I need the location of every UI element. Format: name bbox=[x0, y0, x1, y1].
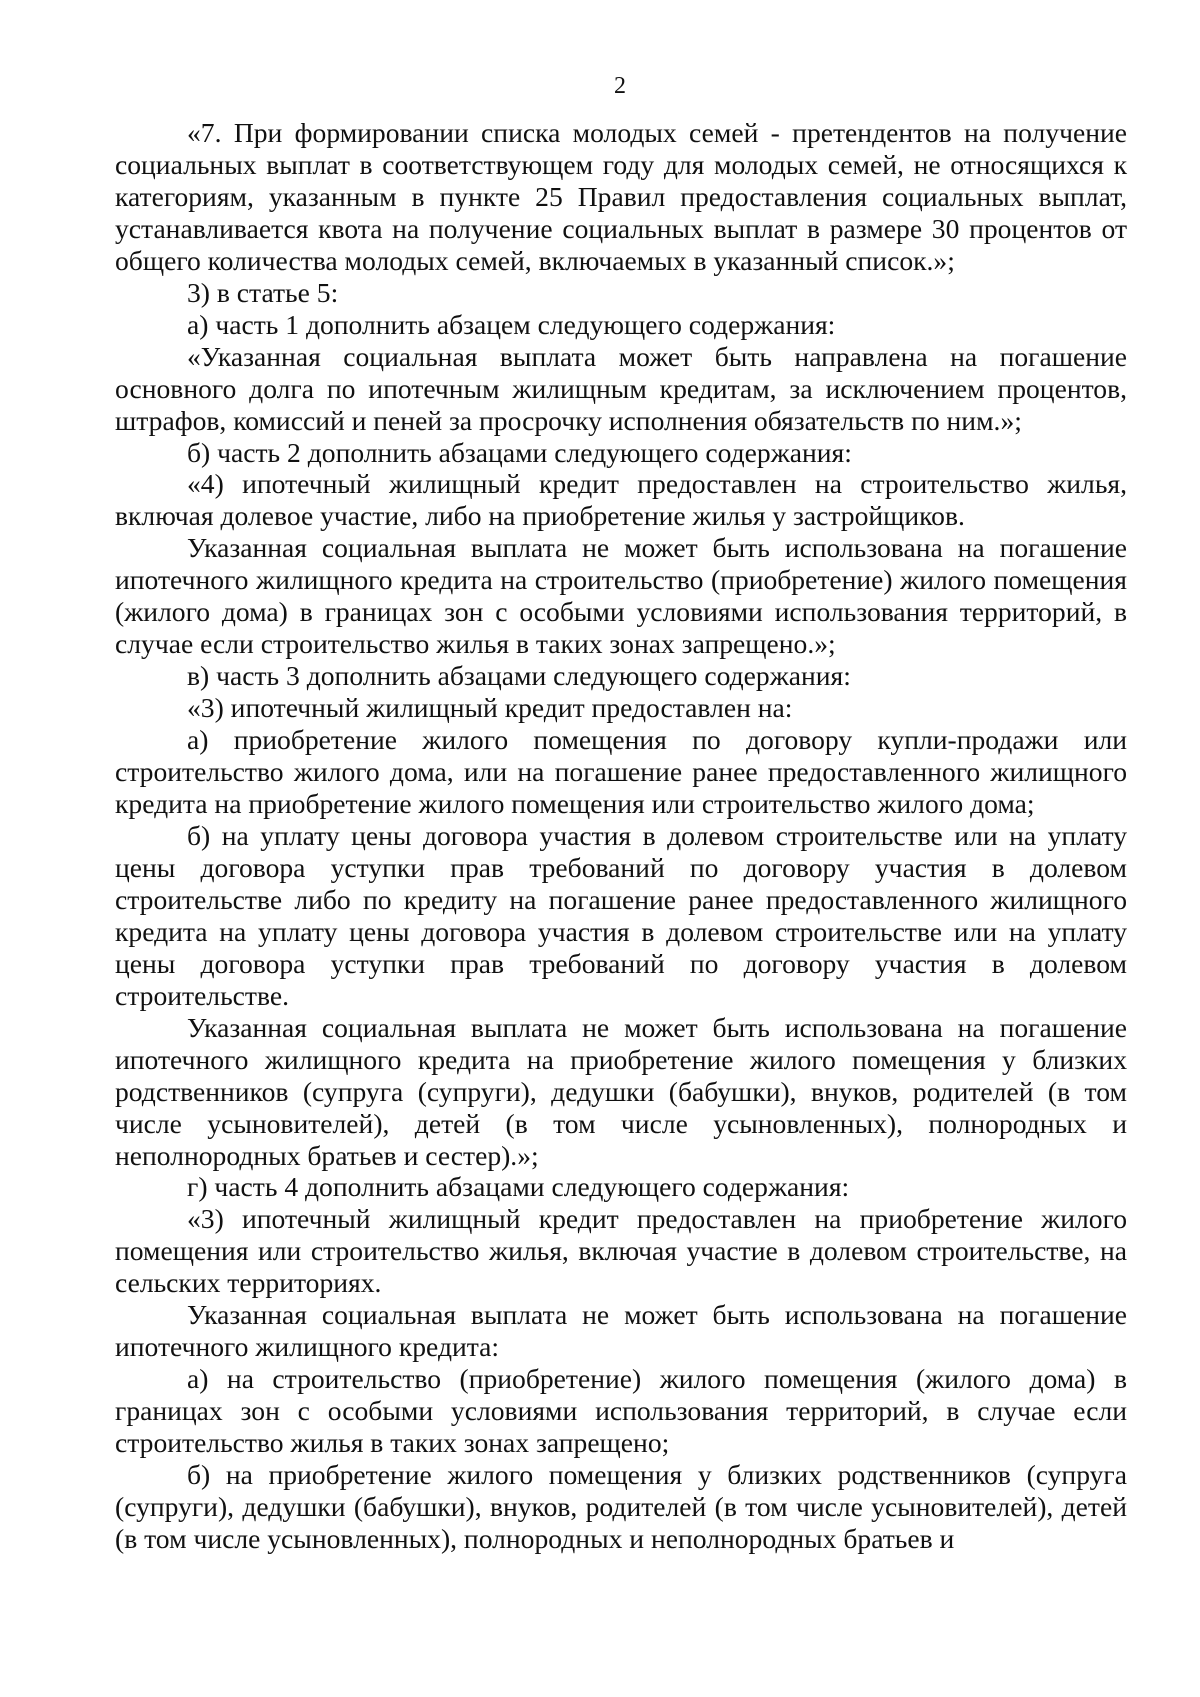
paragraph-quota-clause: «7. При формировании списка молодых семей - претендентов на получение социальных выплат в соответствующем году для молодых семей, не относящихся к категориям, указанным в пункте 25 Правил предоставления социальных выплат, устанавливается квота на получение социальных выплат в размере 30 процентов от общего количества молодых семей, включаемых в указанный список.»; bbox=[115, 117, 1127, 276]
paragraph-part-3-item-3: «3) ипотечный жилищный кредит предоставлен на: bbox=[187, 692, 793, 724]
paragraph-part-3-subitem-a: а) приобретение жилого помещения по договору купли-продажи или строительство жилого дома, или на погашение ранее предоставленного жилищного кредита на приобретение жилого помещения или строительство жилого дома; bbox=[115, 724, 1127, 820]
document-body bbox=[115, 117, 1127, 1555]
paragraph-part-1-text: «Указанная социальная выплата может быть направлена на погашение основного долга по ипотечным жилищным кредитам, за исключением процентов, штрафов, комиссий и пеней за просрочку исполнения обязательств по ним.»; bbox=[115, 340, 1127, 436]
paragraph-part-2-item-4: «4) ипотечный жилищный кредит предоставлен на строительство жилья, включая долевое участие, либо на приобретение жилья у застройщиков. bbox=[115, 468, 1127, 532]
paragraph-article-5: 3) в статье 5: bbox=[187, 276, 339, 308]
paragraph-part-3-subitem-b: б) на уплату цены договора участия в долевом строительстве или на уплату цены договора уступки прав требований по договору участия в долевом строительстве либо по кредиту на погашение ранее предоставленного жилищного кредита на уплату цены договора участия в долевом строительстве или на уплату цены договора уступки прав требований по договору участия в долевом строительстве. bbox=[115, 819, 1127, 1011]
paragraph-part-3-restriction: Указанная социальная выплата не может быть использована на погашение ипотечного жилищного кредита на приобретение жилого помещения у близких родственников (супруга (супруги), дедушки (бабушки), внуков, родителей (в том числе усыновителей), детей (в том числе усыновленных), полнородных и неполнородных братьев и сестер).»; bbox=[115, 1011, 1127, 1171]
paragraph-part-4-restriction: Указанная социальная выплата не может быть использована на погашение ипотечного жилищного кредита: bbox=[115, 1299, 1127, 1363]
paragraph-part-4-item-3: «3) ипотечный жилищный кредит предоставлен на приобретение жилого помещения или строительство жилья, включая участие в долевом строительстве, на сельских территориях. bbox=[115, 1203, 1127, 1299]
paragraph-part-2-restriction: Указанная социальная выплата не может быть использована на погашение ипотечного жилищного кредита на строительство (приобретение) жилого помещения (жилого дома) в границах зон с особыми условиями использования территорий, в случае если строительство жилья в таких зонах запрещено.»; bbox=[115, 532, 1127, 660]
paragraph-part-3-intro: в) часть 3 дополнить абзацами следующего содержания: bbox=[187, 660, 851, 692]
paragraph-part-1-intro: а) часть 1 дополнить абзацем следующего содержания: bbox=[187, 308, 836, 340]
paragraph-part-4-intro: г) часть 4 дополнить абзацами следующего содержания: bbox=[187, 1171, 850, 1203]
page-number: 2 bbox=[614, 73, 626, 99]
paragraph-part-2-intro: б) часть 2 дополнить абзацами следующего содержания: bbox=[187, 436, 852, 468]
paragraph-part-4-subitem-b: б) на приобретение жилого помещения у близких родственников (супруга (супруги), дедушки (бабушки), внуков, родителей (в том числе усыновителей), детей (в том числе усыновленных), полнородных и неполнородных братьев и bbox=[115, 1459, 1127, 1554]
paragraph-part-4-subitem-a: а) на строительство (приобретение) жилого помещения (жилого дома) в границах зон с особыми условиями использования территорий, в случае если строительство жилья в таких зонах запрещено; bbox=[115, 1363, 1127, 1459]
